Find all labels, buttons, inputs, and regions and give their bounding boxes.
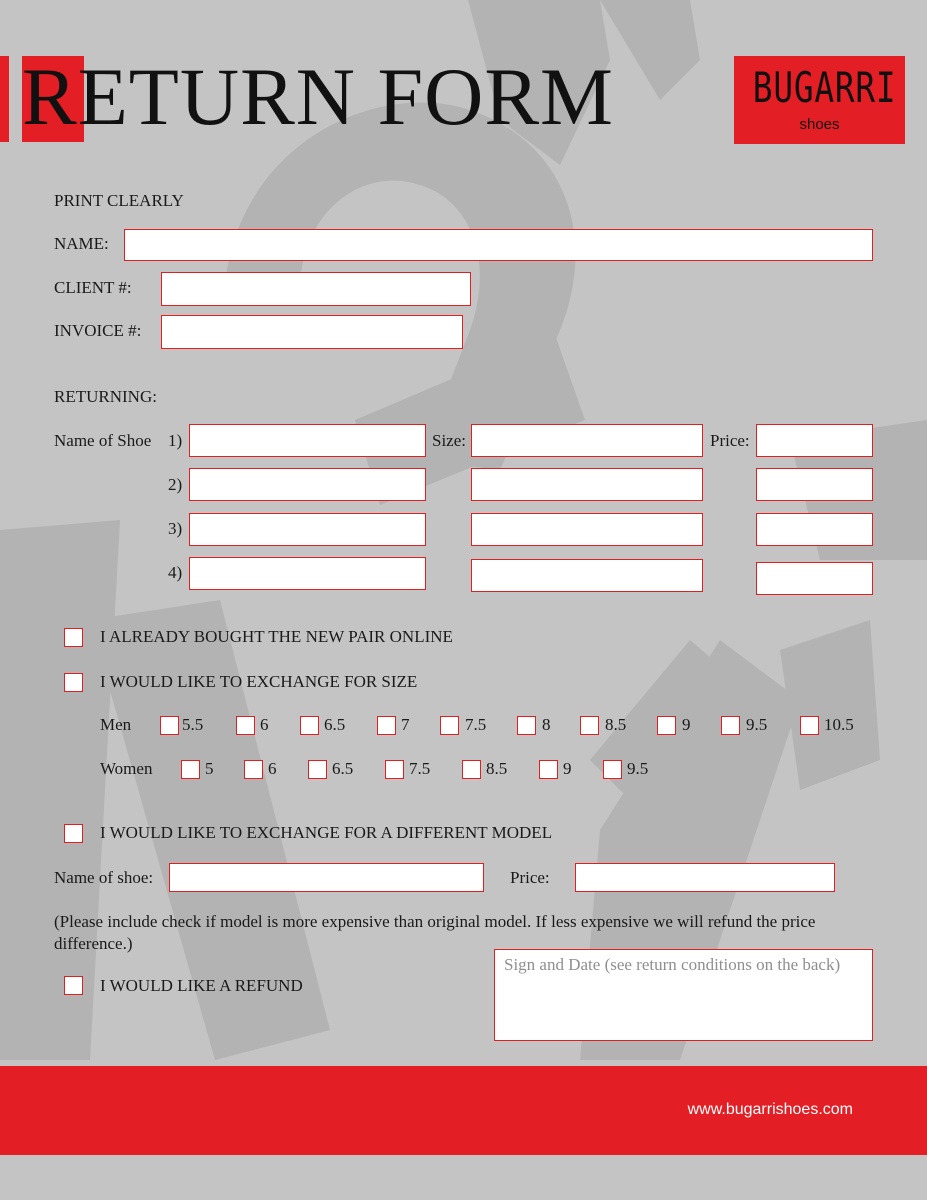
row-number: 4) (168, 563, 183, 582)
men-size-checkbox[interactable] (800, 716, 819, 735)
model-price-label: Price: (510, 868, 550, 887)
women-size-value: 5 (205, 759, 214, 778)
men-size-value: 6.5 (324, 715, 346, 734)
returning-heading: RETURNING: (54, 387, 157, 406)
shoe-name-field-2[interactable] (189, 468, 426, 501)
men-size-checkbox[interactable] (236, 716, 255, 735)
men-size-value: 8.5 (605, 715, 627, 734)
men-label: Men (100, 715, 132, 734)
title-initial: R (22, 51, 78, 142)
footer-bar (0, 1066, 927, 1155)
men-size-value: 9 (682, 715, 691, 734)
men-size-checkbox[interactable] (440, 716, 459, 735)
women-size-value: 6 (268, 759, 277, 778)
exchange-size-checkbox[interactable] (64, 673, 83, 692)
price-field-2[interactable] (756, 468, 873, 501)
women-size-value: 7.5 (409, 759, 431, 778)
women-size-checkbox[interactable] (244, 760, 263, 779)
shoe-name-field-3[interactable] (189, 513, 426, 546)
women-size-value: 9 (563, 759, 572, 778)
signature-date-field[interactable] (494, 949, 873, 1041)
model-name-field[interactable] (169, 863, 484, 892)
shoe-name-label: Name of Shoe (54, 431, 152, 450)
women-size-value: 9.5 (627, 759, 649, 778)
row-number: 1) (168, 431, 183, 450)
refund-checkbox[interactable] (64, 976, 83, 995)
bought-online-label: I ALREADY BOUGHT THE NEW PAIR ONLINE (100, 627, 453, 646)
print-clearly-label: PRINT CLEARLY (54, 191, 184, 210)
men-size-checkbox[interactable] (300, 716, 319, 735)
client-label: CLIENT #: (54, 278, 132, 297)
row-number: 2) (168, 475, 183, 494)
size-label: Size: (432, 431, 466, 450)
title-rest: ETURN FORM (77, 51, 614, 142)
men-size-checkbox[interactable] (160, 716, 179, 735)
price-field-3[interactable] (756, 513, 873, 546)
men-size-checkbox[interactable] (377, 716, 396, 735)
men-size-value: 7 (401, 715, 410, 734)
shoe-name-field-1[interactable] (189, 424, 426, 457)
price-label: Price: (710, 431, 750, 450)
size-field-3[interactable] (471, 513, 703, 546)
women-size-value: 6.5 (332, 759, 354, 778)
bought-online-checkbox[interactable] (64, 628, 83, 647)
client-number-field[interactable] (161, 272, 471, 306)
header-accent-bar (0, 56, 9, 142)
women-size-checkbox[interactable] (181, 760, 200, 779)
women-size-checkbox[interactable] (539, 760, 558, 779)
men-size-value: 9.5 (746, 715, 768, 734)
men-size-value: 8 (542, 715, 551, 734)
name-field[interactable] (124, 229, 873, 261)
invoice-number-field[interactable] (161, 315, 463, 349)
website-link[interactable]: www.bugarrishoes.com (687, 1101, 853, 1118)
men-size-checkbox[interactable] (580, 716, 599, 735)
exchange-model-checkbox[interactable] (64, 824, 83, 843)
women-size-checkbox[interactable] (462, 760, 481, 779)
men-size-value: 7.5 (465, 715, 487, 734)
women-size-checkbox[interactable] (308, 760, 327, 779)
model-price-field[interactable] (575, 863, 835, 892)
men-size-value: 5.5 (182, 715, 204, 734)
brand-name: BUGARRI (752, 63, 897, 112)
shoe-name-field-4[interactable] (189, 557, 426, 590)
refund-label: I WOULD LIKE A REFUND (100, 976, 303, 995)
price-field-4[interactable] (756, 562, 873, 595)
brand-subtitle: shoes (799, 116, 840, 133)
men-size-checkbox[interactable] (517, 716, 536, 735)
men-size-value: 10.5 (824, 715, 854, 734)
model-name-label: Name of shoe: (54, 868, 154, 887)
signature-placeholder: Sign and Date (see return conditions on the back) (504, 955, 841, 974)
price-difference-note: (Please include check if model is more expensive than original model. If less expensive we will refund the price difference.) (54, 912, 816, 953)
size-field-2[interactable] (471, 468, 703, 501)
size-field-4[interactable] (471, 559, 703, 592)
women-size-checkbox[interactable] (603, 760, 622, 779)
name-label: NAME: (54, 234, 109, 253)
women-label: Women (100, 759, 153, 778)
page-title (22, 52, 614, 142)
women-size-value: 8.5 (486, 759, 508, 778)
men-size-value: 6 (260, 715, 269, 734)
exchange-model-label: I WOULD LIKE TO EXCHANGE FOR A DIFFERENT MODEL (100, 823, 553, 842)
women-size-checkbox[interactable] (385, 760, 404, 779)
row-number: 3) (168, 519, 183, 538)
size-field-1[interactable] (471, 424, 703, 457)
exchange-size-label: I WOULD LIKE TO EXCHANGE FOR SIZE (100, 672, 418, 691)
brand-logo (734, 56, 905, 144)
men-size-checkbox[interactable] (657, 716, 676, 735)
invoice-label: INVOICE #: (54, 321, 142, 340)
men-size-checkbox[interactable] (721, 716, 740, 735)
price-field-1[interactable] (756, 424, 873, 457)
